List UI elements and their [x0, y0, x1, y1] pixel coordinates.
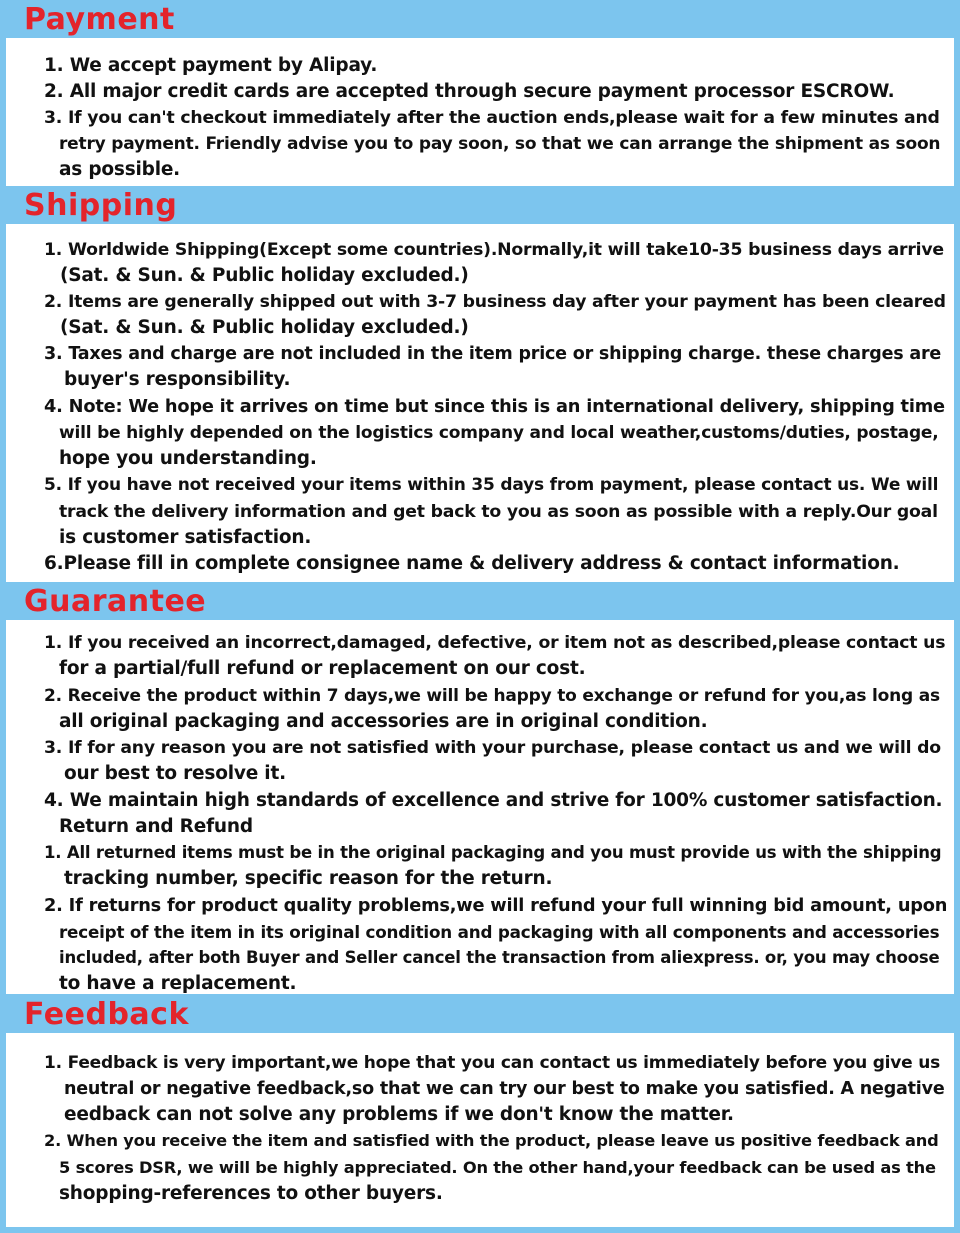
shipping-line-3: 2. Items are generally shipped out with 3-7 business day after your payment has been cleared	[44, 292, 946, 312]
shipping-header	[0, 188, 960, 224]
feedback-line-1: 1. Feedback is very important,we hope that you can contact us immediately before you give us	[44, 1053, 941, 1073]
payment-box	[6, 38, 954, 186]
guarantee-line-5: 3. If for any reason you are not satisfied with your purchase, please contact us and we will do	[44, 738, 941, 758]
feedback-line-5: 5 scores DSR, we will be highly appreciated. On the other hand,your feedback can be used as the	[59, 1158, 936, 1177]
guarantee-line-4: all original packaging and accessories are in original condition.	[59, 711, 708, 732]
shipping-line-1: 1. Worldwide Shipping(Except some countries).Normally,it will take10-35 business days arrive	[44, 240, 944, 260]
payment-line-5: as possible.	[59, 159, 181, 180]
shipping-line-12: is customer satisfaction.	[59, 527, 312, 548]
shipping-line-2: (Sat. & Sun. & Public holiday excluded.)	[60, 265, 469, 286]
shipping-title: Shipping	[24, 188, 178, 223]
feedback-line-6: shopping-references to other buyers.	[59, 1183, 443, 1204]
guarantee-line-12: receipt of the item in its original condition and packaging with all components and accessories	[59, 922, 940, 942]
feedback-line-3: eedback can not solve any problems if we don't know the matter.	[64, 1104, 734, 1125]
shipping-line-8: will be highly depended on the logistics company and local weather,customs/duties, postage,	[59, 423, 939, 443]
feedback-header	[0, 997, 960, 1033]
payment-line-3: 3. If you can't checkout immediately after the auction ends,please wait for a few minutes and	[44, 108, 940, 128]
guarantee-line-10: tracking number, specific reason for the return.	[64, 868, 553, 889]
guarantee-line-2: for a partial/full refund or replacement on our cost.	[59, 658, 586, 679]
shipping-line-9: hope you understanding.	[59, 448, 317, 469]
guarantee-line-1: 1. If you received an incorrect,damaged, defective, or item not as described,please contact us	[44, 633, 946, 653]
payment-line-2: 2. All major credit cards are accepted through secure payment processor ESCROW.	[44, 81, 895, 102]
feedback-title: Feedback	[24, 997, 189, 1032]
shipping-line-6: buyer's responsibility.	[64, 369, 291, 390]
shipping-box	[6, 224, 954, 582]
guarantee-line-9: 1. All returned items must be in the original packaging and you must provide us with the shipping	[44, 843, 942, 862]
guarantee-line-13: included, after both Buyer and Seller cancel the transaction from aliexpress. or, you may choose	[59, 948, 940, 967]
shipping-line-5: 3. Taxes and charge are not included in the item price or shipping charge. these charges are	[44, 344, 942, 364]
guarantee-line-6: our best to resolve it.	[64, 763, 286, 784]
payment-header	[0, 2, 960, 38]
guarantee-header	[0, 584, 960, 620]
guarantee-line-11: 2. If returns for product quality problems,we will refund your full winning bid amount, upon	[44, 896, 948, 916]
shipping-line-7: 4. Note: We hope it arrives on time but since this is an international delivery, shipping time	[44, 397, 945, 417]
guarantee-box	[6, 620, 954, 994]
guarantee-line-7: 4. We maintain high standards of excellence and strive for 100% customer satisfaction.	[44, 790, 943, 811]
shipping-line-4: (Sat. & Sun. & Public holiday excluded.)	[60, 317, 469, 338]
feedback-line-2: neutral or negative feedback,so that we can try our best to make you satisfied. A negative	[64, 1079, 945, 1099]
guarantee-line-3: 2. Receive the product within 7 days,we will be happy to exchange or refund for you,as long as	[44, 686, 940, 706]
payment-line-1: 1. We accept payment by Alipay.	[44, 55, 378, 76]
guarantee-title: Guarantee	[24, 584, 207, 619]
shipping-line-10: 5. If you have not received your items within 35 days from payment, please contact us. We will	[44, 475, 939, 495]
shipping-line-13: 6.Please fill in complete consignee name & delivery address & contact information.	[44, 553, 900, 574]
guarantee-line-8: Return and Refund	[59, 816, 253, 837]
payment-title: Payment	[24, 2, 175, 37]
feedback-box	[6, 1033, 954, 1227]
payment-line-4: retry payment. Friendly advise you to pay soon, so that we can arrange the shipment as soon	[59, 134, 941, 154]
feedback-line-4: 2. When you receive the item and satisfied with the product, please leave us positive feedback and	[44, 1131, 939, 1150]
shipping-line-11: track the delivery information and get back to you as soon as possible with a reply.Our goal	[59, 502, 938, 522]
guarantee-line-14: to have a replacement.	[59, 973, 297, 994]
